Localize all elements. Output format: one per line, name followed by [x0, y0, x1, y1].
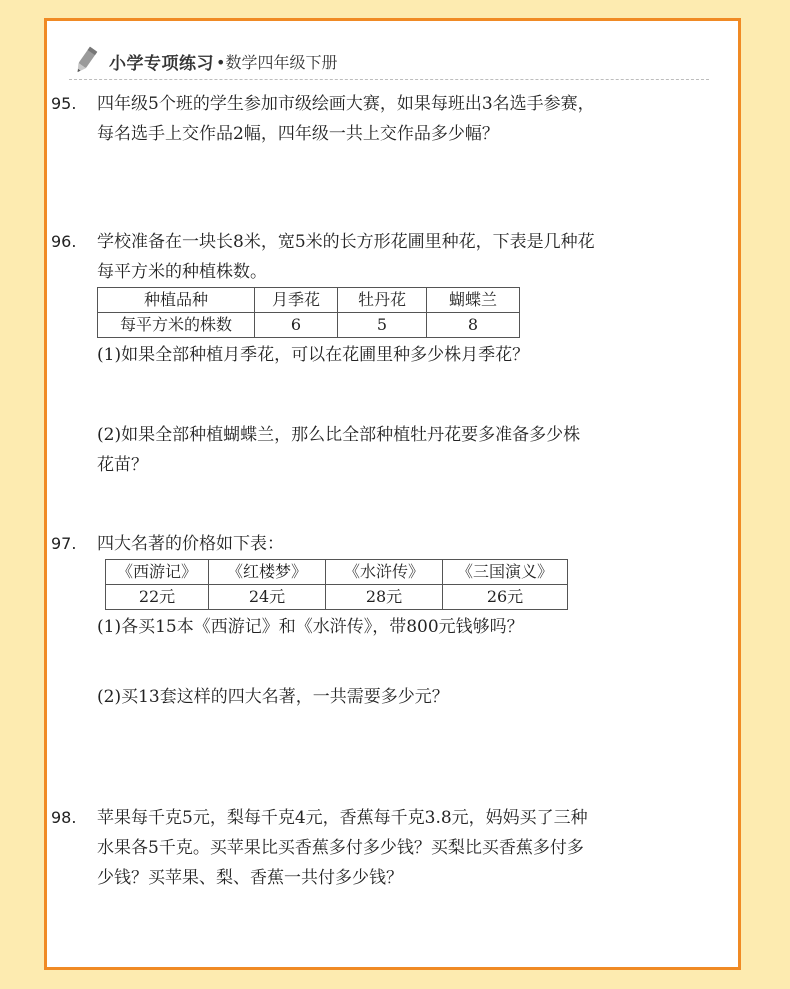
table-cell: 22元: [106, 585, 209, 610]
sub-question-2-cont: 花苗？: [97, 455, 148, 475]
question-text-line: 四年级5个班的学生参加市级绘画大赛，如果每班出3名选手参赛，: [97, 94, 595, 114]
table-cell: 5: [338, 313, 427, 338]
worksheet-page: [44, 18, 741, 970]
table-cell: 《水浒传》: [326, 560, 443, 585]
sub-question-2: (2)如果全部种植蝴蝶兰，那么比全部种植牡丹花要多准备多少株: [97, 425, 581, 445]
header-subtitle: •数学四年级下册: [216, 52, 338, 72]
book-price-table: [105, 559, 568, 610]
question-95: [51, 89, 717, 149]
question-98: [51, 803, 717, 893]
question-text-line: 水果各5千克。买苹果比买香蕉多付多少钱？买梨比买香蕉多付多: [97, 838, 584, 858]
question-text-line: 学校准备在一块长8米，宽5米的长方形花圃里种花，下表是几种花: [97, 232, 595, 252]
table-cell: 蝴蝶兰: [427, 288, 520, 313]
sub-question-2: (2)买13套这样的四大名著，一共需要多少元？: [97, 687, 449, 707]
question-text-line: 四大名著的价格如下表：: [97, 534, 284, 554]
table-cell: 6: [255, 313, 338, 338]
pencil-icon: [69, 46, 103, 76]
table-header-row: [98, 288, 520, 313]
question-number: 96.: [51, 232, 77, 251]
question-96: [51, 227, 717, 480]
header-title: 小学专项练习: [109, 53, 214, 74]
table-cell: 26元: [443, 585, 568, 610]
table-cell: 月季花: [255, 288, 338, 313]
table-cell: 8: [427, 313, 520, 338]
sub-question-1: (1)如果全部种植月季花，可以在花圃里种多少株月季花？: [97, 345, 530, 365]
table-cell: 28元: [326, 585, 443, 610]
table-cell: 《红楼梦》: [209, 560, 326, 585]
table-cell: 每平方米的株数: [98, 313, 255, 338]
table-header-row: [106, 560, 568, 585]
planting-table: [97, 287, 520, 338]
question-number: 97.: [51, 534, 77, 553]
table-cell: 牡丹花: [338, 288, 427, 313]
question-text-line: 苹果每千克5元，梨每千克4元，香蕉每千克3.8元，妈妈买了三种: [97, 808, 588, 828]
page-header: [69, 43, 709, 80]
table-cell: 24元: [209, 585, 326, 610]
table-cell: 《西游记》: [106, 560, 209, 585]
question-number: 98.: [51, 808, 77, 827]
table-row: [106, 585, 568, 610]
question-text-line: 每平方米的种植株数。: [97, 262, 267, 282]
question-97: [51, 529, 717, 712]
table-cell: 《三国演义》: [443, 560, 568, 585]
question-number: 95.: [51, 94, 77, 113]
table-cell: 种植品种: [98, 288, 255, 313]
question-text-line: 少钱？买苹果、梨、香蕉一共付多少钱？: [97, 868, 403, 888]
sub-question-1: (1)各买15本《西游记》和《水浒传》，带800元钱够吗？: [97, 617, 524, 637]
table-row: [98, 313, 520, 338]
question-text-line: 每名选手上交作品2幅，四年级一共上交作品多少幅？: [97, 124, 499, 144]
